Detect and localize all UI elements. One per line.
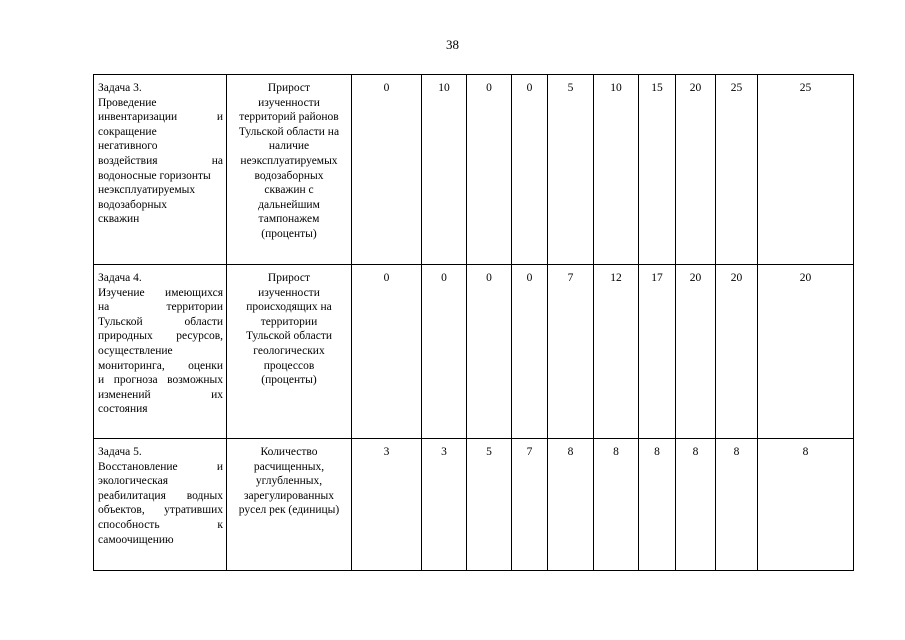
task-line: на территории xyxy=(98,301,223,314)
value-cell: 8 xyxy=(758,439,854,571)
indicator-line: углубленных, xyxy=(255,475,323,488)
task-line: Восстановление и xyxy=(98,460,223,473)
task-cell xyxy=(94,265,227,439)
value-cell: 17 xyxy=(639,265,676,439)
indicator-line: (проценты) xyxy=(261,227,317,240)
value-cell: 8 xyxy=(548,439,594,571)
indicator-line: неэксплуатируемых xyxy=(240,154,338,167)
value-cell: 0 xyxy=(352,75,422,265)
value-cell: 5 xyxy=(548,75,594,265)
indicator-line: изученности xyxy=(258,286,320,299)
value-cell: 0 xyxy=(422,265,467,439)
indicator-line: геологических xyxy=(253,344,325,357)
value-cell: 3 xyxy=(422,439,467,571)
indicator-line: наличие xyxy=(268,140,310,153)
task-line: Проведение xyxy=(98,96,157,109)
indicator-line: русел рек (единицы) xyxy=(238,504,340,517)
task-line: Задача 5. xyxy=(98,446,142,458)
task-line: негативного xyxy=(98,140,158,153)
value-cell: 7 xyxy=(548,265,594,439)
indicator-line: водозаборных xyxy=(254,169,324,182)
task-line: воздействия на xyxy=(98,154,223,167)
task-line: инвентаризации и xyxy=(98,111,223,124)
value-cell: 3 xyxy=(352,439,422,571)
value-cell: 20 xyxy=(716,265,758,439)
indicators-table xyxy=(93,74,854,571)
value-cell: 25 xyxy=(758,75,854,265)
indicator-line: Тульской области xyxy=(245,330,332,343)
value-cell: 15 xyxy=(639,75,676,265)
value-cell: 12 xyxy=(594,265,639,439)
task-line: способность к xyxy=(98,518,223,531)
task-line: природных ресурсов, xyxy=(98,330,223,343)
task-line: экологическая xyxy=(98,475,168,488)
value-cell: 0 xyxy=(512,75,548,265)
table-row xyxy=(94,75,854,265)
page-number: 38 xyxy=(446,37,459,52)
task-line: сокращение xyxy=(98,125,157,138)
indicator-line: изученности xyxy=(258,96,320,109)
value-cell: 0 xyxy=(467,265,512,439)
value-cell: 8 xyxy=(676,439,716,571)
value-cell: 0 xyxy=(467,75,512,265)
indicator-line: территорий районов xyxy=(239,111,339,124)
value-cell: 8 xyxy=(594,439,639,571)
table-row xyxy=(94,265,854,439)
task-line: скважин xyxy=(98,213,140,226)
indicator-line: процессов xyxy=(263,359,315,372)
value-cell: 20 xyxy=(676,265,716,439)
task-line: водозаборных xyxy=(98,198,167,211)
value-cell: 0 xyxy=(512,265,548,439)
indicator-cell xyxy=(227,439,352,571)
indicator-line: (проценты) xyxy=(261,374,317,387)
task-line: объектов, утративших xyxy=(98,504,223,517)
task-line: самоочищению xyxy=(98,533,174,546)
task-line: и прогноза возможных xyxy=(98,374,223,387)
task-line: Тульской области xyxy=(98,315,223,328)
task-line: состояния xyxy=(98,403,148,416)
indicator-line: Тульской области на xyxy=(238,125,340,138)
indicator-line: зарегулированных xyxy=(243,489,335,502)
value-cell: 8 xyxy=(639,439,676,571)
task-line: Задача 4. xyxy=(98,272,142,284)
task-line: Задача 3. xyxy=(98,82,142,94)
indicator-line: расчищенных, xyxy=(253,460,325,473)
value-cell: 10 xyxy=(594,75,639,265)
task-cell xyxy=(94,439,227,571)
value-cell: 25 xyxy=(716,75,758,265)
value-cell: 0 xyxy=(352,265,422,439)
task-line: мониторинга, оценки xyxy=(98,359,223,372)
task-line: изменений их xyxy=(98,388,223,401)
value-cell: 5 xyxy=(467,439,512,571)
indicator-line: Прирост xyxy=(267,82,311,94)
indicator-line: Количество xyxy=(260,446,318,458)
indicator-cell xyxy=(227,265,352,439)
indicator-line: дальнейшим xyxy=(258,198,320,211)
indicator-line: Прирост xyxy=(267,272,311,284)
task-line: Изучение имеющихся xyxy=(98,286,223,299)
value-cell: 10 xyxy=(422,75,467,265)
task-cell xyxy=(94,75,227,265)
task-line: водоносные горизонты xyxy=(98,169,211,182)
indicator-line: тампонажем xyxy=(258,213,320,226)
value-cell: 7 xyxy=(512,439,548,571)
indicator-line: территории xyxy=(260,315,318,328)
indicator-line: скважин с xyxy=(264,184,314,197)
task-line: реабилитация водных xyxy=(98,489,223,502)
indicator-cell xyxy=(227,75,352,265)
task-line: неэксплуатируемых xyxy=(98,184,196,197)
value-cell: 20 xyxy=(676,75,716,265)
value-cell: 8 xyxy=(716,439,758,571)
indicator-line: происходящих на xyxy=(246,301,332,314)
task-line: осуществление xyxy=(98,344,173,357)
table-row xyxy=(94,439,854,571)
value-cell: 20 xyxy=(758,265,854,439)
